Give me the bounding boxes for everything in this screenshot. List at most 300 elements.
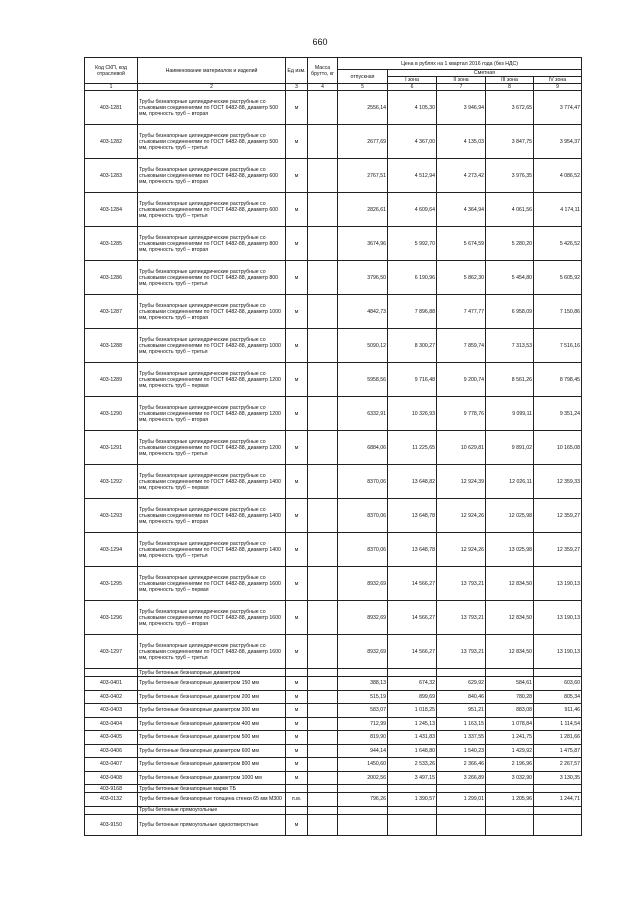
- row-name: Трубы безнапорные цилиндрические раструбные со стыковыми соединениями по ГОСТ 6482-88, диаметр 1400 мм, прочность труб – первая: [138, 465, 286, 499]
- row-zone-4-price: 13 190,13: [534, 567, 582, 601]
- row-zone-2-price: 1 299,01: [437, 793, 486, 807]
- row-unit: м: [286, 193, 308, 227]
- col-number: 3: [286, 84, 308, 91]
- row-mass: [308, 193, 338, 227]
- row-zone-3-price: [486, 669, 534, 677]
- row-mass: [308, 758, 338, 772]
- row-zone-4-price: 12 359,27: [534, 499, 582, 533]
- row-name: Трубы бетонные безнапорные диаметром 300 мм: [138, 704, 286, 718]
- row-release-price: 583,07: [338, 704, 388, 718]
- row-name: Трубы безнапорные цилиндрические раструбные со стыковыми соединениями по ГОСТ 6482-88, диаметр 1600 мм, прочность труб – третья: [138, 635, 286, 669]
- row-zone-4-price: 7 516,16: [534, 329, 582, 363]
- table-row: [85, 567, 582, 601]
- row-name: Трубы безнапорные цилиндрические раструбные со стыковыми соединениями по ГОСТ 6482-88, диаметр 1200 мм, прочность труб – первая: [138, 363, 286, 397]
- row-zone-1-price: 6 190,96: [388, 261, 437, 295]
- row-unit: м: [286, 704, 308, 718]
- row-zone-3-price: 3 976,35: [486, 159, 534, 193]
- header-zone-2: II зона: [437, 77, 486, 84]
- row-mass: [308, 499, 338, 533]
- header-name: Наименование материалов и изделий: [138, 58, 286, 84]
- table-row: [85, 785, 582, 793]
- row-zone-1-price: 9 716,48: [388, 363, 437, 397]
- row-release-price: [338, 785, 388, 793]
- row-release-price: 1450,60: [338, 758, 388, 772]
- row-name: Трубы бетонные безнапорные диаметром 600 мм: [138, 744, 286, 758]
- row-code: 403-1283: [85, 159, 138, 193]
- row-zone-2-price: 3 946,94: [437, 91, 486, 125]
- row-zone-3-price: 12 025,98: [486, 499, 534, 533]
- row-code: 403-1291: [85, 431, 138, 465]
- row-zone-2-price: [437, 669, 486, 677]
- row-zone-3-price: [486, 814, 534, 835]
- row-unit: м: [286, 717, 308, 731]
- row-code: [85, 669, 138, 677]
- row-zone-3-price: 9 891,02: [486, 431, 534, 465]
- row-zone-2-price: 10 629,81: [437, 431, 486, 465]
- row-zone-2-price: 3 266,89: [437, 771, 486, 785]
- row-unit: м: [286, 363, 308, 397]
- table-row: [85, 363, 582, 397]
- row-zone-3-price: 6 958,09: [486, 295, 534, 329]
- row-zone-1-price: 13 648,78: [388, 533, 437, 567]
- row-release-price: 8932,69: [338, 635, 388, 669]
- row-mass: [308, 465, 338, 499]
- row-unit: м: [286, 771, 308, 785]
- row-zone-2-price: 1 540,23: [437, 744, 486, 758]
- row-release-price: 515,19: [338, 690, 388, 704]
- row-mass: [308, 601, 338, 635]
- col-number: 4: [308, 84, 338, 91]
- row-release-price: 8370,06: [338, 465, 388, 499]
- row-release-price: 819,90: [338, 731, 388, 745]
- row-zone-4-price: 12 359,33: [534, 465, 582, 499]
- row-name: Трубы бетонные безнапорные диаметром 800 мм: [138, 758, 286, 772]
- header-code: Код СКП, код отраслевой: [85, 58, 138, 84]
- row-zone-1-price: 4 105,30: [388, 91, 437, 125]
- row-mass: [308, 785, 338, 793]
- row-name: Трубы безнапорные цилиндрические раструбные со стыковыми соединениями по ГОСТ 6482-88, диаметр 800 мм, прочность труб – вторая: [138, 227, 286, 261]
- row-mass: [308, 397, 338, 431]
- row-unit: м: [286, 814, 308, 835]
- row-zone-1-price: [388, 669, 437, 677]
- row-code: 403-0406: [85, 744, 138, 758]
- row-zone-4-price: 3 774,47: [534, 91, 582, 125]
- row-mass: [308, 363, 338, 397]
- row-unit: [286, 669, 308, 677]
- row-release-price: 6884,06: [338, 431, 388, 465]
- header-zone-1: I зона: [388, 77, 437, 84]
- header-zone-3: III зона: [486, 77, 534, 84]
- row-zone-1-price: 11 225,65: [388, 431, 437, 465]
- row-code: 403-0132: [85, 793, 138, 807]
- row-zone-2-price: 13 793,21: [437, 601, 486, 635]
- row-name: Трубы безнапорные цилиндрические раструбные со стыковыми соединениями по ГОСТ 6482-88, диаметр 500 мм, прочность труб – третья: [138, 125, 286, 159]
- row-name: Трубы безнапорные цилиндрические раструбные со стыковыми соединениями по ГОСТ 6482-88, диаметр 1200 мм, прочность труб – вторая: [138, 397, 286, 431]
- row-unit: м: [286, 690, 308, 704]
- row-mass: [308, 295, 338, 329]
- row-code: 403-1297: [85, 635, 138, 669]
- row-mass: [308, 227, 338, 261]
- row-release-price: 712,99: [338, 717, 388, 731]
- row-zone-2-price: 1 163,15: [437, 717, 486, 731]
- row-unit: м: [286, 431, 308, 465]
- row-release-price: 4842,73: [338, 295, 388, 329]
- col-number: 5: [338, 84, 388, 91]
- row-zone-1-price: 1 390,57: [388, 793, 437, 807]
- row-zone-3-price: 8 561,26: [486, 363, 534, 397]
- row-release-price: 8370,06: [338, 499, 388, 533]
- row-zone-4-price: 10 165,08: [534, 431, 582, 465]
- header-release: отпускная: [338, 70, 388, 84]
- row-code: 403-1294: [85, 533, 138, 567]
- col-number: 8: [486, 84, 534, 91]
- header-estimate: Сметная: [388, 70, 582, 77]
- row-release-price: [338, 806, 388, 814]
- table-row: [85, 806, 582, 814]
- row-zone-3-price: 4 061,56: [486, 193, 534, 227]
- row-release-price: 8370,06: [338, 533, 388, 567]
- row-mass: [308, 431, 338, 465]
- row-zone-4-price: 1 244,71: [534, 793, 582, 807]
- row-zone-4-price: [534, 669, 582, 677]
- row-code: 403-1286: [85, 261, 138, 295]
- row-zone-4-price: 13 190,13: [534, 601, 582, 635]
- row-zone-2-price: 7 477,77: [437, 295, 486, 329]
- row-zone-4-price: 3 130,35: [534, 771, 582, 785]
- row-zone-2-price: 12 924,26: [437, 499, 486, 533]
- row-zone-1-price: 2 533,26: [388, 758, 437, 772]
- row-zone-2-price: 5 674,59: [437, 227, 486, 261]
- table-row: [85, 431, 582, 465]
- row-zone-1-price: 4 367,00: [388, 125, 437, 159]
- row-zone-2-price: 12 924,39: [437, 465, 486, 499]
- row-zone-1-price: 1 245,13: [388, 717, 437, 731]
- header-unit: Ед изм.: [286, 58, 308, 84]
- row-unit: [286, 785, 308, 793]
- table-row: [85, 704, 582, 718]
- row-zone-1-price: 1 648,80: [388, 744, 437, 758]
- row-zone-3-price: 1 429,92: [486, 744, 534, 758]
- row-zone-2-price: [437, 806, 486, 814]
- row-zone-1-price: 1 431,83: [388, 731, 437, 745]
- col-number: 1: [85, 84, 138, 91]
- table-row: [85, 744, 582, 758]
- row-name: Трубы безнапорные цилиндрические раструбные со стыковыми соединениями по ГОСТ 6482-88, диаметр 600 мм, прочность труб – вторая: [138, 159, 286, 193]
- row-zone-1-price: 4 609,64: [388, 193, 437, 227]
- row-unit: м: [286, 125, 308, 159]
- table-row: [85, 125, 582, 159]
- row-unit: м: [286, 744, 308, 758]
- row-zone-4-price: 1 281,66: [534, 731, 582, 745]
- row-zone-4-price: [534, 814, 582, 835]
- row-zone-2-price: 4 364,94: [437, 193, 486, 227]
- row-release-price: 2002,56: [338, 771, 388, 785]
- row-zone-3-price: 2 196,96: [486, 758, 534, 772]
- row-release-price: 3796,50: [338, 261, 388, 295]
- row-release-price: 2677,69: [338, 125, 388, 159]
- row-name: Трубы бетонные безнапорные диаметром 1000 мм: [138, 771, 286, 785]
- row-zone-4-price: 911,46: [534, 704, 582, 718]
- row-code: 403-1285: [85, 227, 138, 261]
- table-row: [85, 635, 582, 669]
- row-unit: м: [286, 567, 308, 601]
- row-mass: [308, 261, 338, 295]
- row-name: Трубы бетонные безнапорные диаметром 500 мм: [138, 731, 286, 745]
- row-mass: [308, 533, 338, 567]
- row-unit: м: [286, 465, 308, 499]
- row-mass: [308, 744, 338, 758]
- row-code: 403-9150: [85, 814, 138, 835]
- row-unit: м: [286, 499, 308, 533]
- row-zone-4-price: 5 605,92: [534, 261, 582, 295]
- row-mass: [308, 635, 338, 669]
- row-mass: [308, 91, 338, 125]
- row-name: Трубы безнапорные цилиндрические раструбные со стыковыми соединениями по ГОСТ 6482-88, диаметр 1400 мм, прочность труб – вторая: [138, 499, 286, 533]
- row-name: Трубы безнапорные цилиндрические раструбные со стыковыми соединениями по ГОСТ 6482-88, диаметр 1600 мм, прочность труб – первая: [138, 567, 286, 601]
- row-zone-1-price: 13 648,78: [388, 499, 437, 533]
- price-table: [84, 57, 582, 836]
- column-number-row: [85, 84, 582, 91]
- row-zone-4-price: 805,34: [534, 690, 582, 704]
- row-zone-4-price: [534, 785, 582, 793]
- row-name: Трубы безнапорные цилиндрические раструбные со стыковыми соединениями по ГОСТ 6482-88, диаметр 1200 мм, прочность труб – третья: [138, 431, 286, 465]
- row-code: 403-1282: [85, 125, 138, 159]
- row-zone-4-price: [534, 806, 582, 814]
- row-unit: м: [286, 329, 308, 363]
- row-release-price: 8932,69: [338, 567, 388, 601]
- row-zone-2-price: 4 273,42: [437, 159, 486, 193]
- row-unit: м: [286, 731, 308, 745]
- row-mass: [308, 731, 338, 745]
- row-unit: м: [286, 91, 308, 125]
- row-zone-1-price: 3 497,15: [388, 771, 437, 785]
- row-mass: [308, 329, 338, 363]
- row-zone-4-price: 1 114,54: [534, 717, 582, 731]
- row-release-price: 3674,96: [338, 227, 388, 261]
- row-zone-2-price: 5 862,30: [437, 261, 486, 295]
- row-zone-2-price: 840,46: [437, 690, 486, 704]
- row-zone-3-price: 5 280,20: [486, 227, 534, 261]
- row-mass: [308, 677, 338, 691]
- table-row: [85, 717, 582, 731]
- table-row: [85, 397, 582, 431]
- row-zone-3-price: 12 834,50: [486, 567, 534, 601]
- row-zone-1-price: 10 326,93: [388, 397, 437, 431]
- col-number: 2: [138, 84, 286, 91]
- row-zone-4-price: 8 798,45: [534, 363, 582, 397]
- row-zone-4-price: 4 174,11: [534, 193, 582, 227]
- col-number: 9: [534, 84, 582, 91]
- table-row: [85, 465, 582, 499]
- table-row: [85, 159, 582, 193]
- table-row: [85, 690, 582, 704]
- table-row: [85, 499, 582, 533]
- header-price-group: Цена в рублях на 1 квартал 2016 года (без НДС): [338, 58, 582, 70]
- row-zone-4-price: 1 475,87: [534, 744, 582, 758]
- row-mass: [308, 704, 338, 718]
- col-number: 7: [437, 84, 486, 91]
- row-release-price: 8932,69: [338, 601, 388, 635]
- table-row: [85, 731, 582, 745]
- row-name: Трубы бетонные безнапорные диаметром 200 мм: [138, 690, 286, 704]
- row-code: 403-1289: [85, 363, 138, 397]
- row-name: Трубы бетонные безнапорные диаметром 150 мм: [138, 677, 286, 691]
- row-zone-2-price: 1 337,55: [437, 731, 486, 745]
- row-code: 403-0403: [85, 704, 138, 718]
- row-zone-1-price: [388, 806, 437, 814]
- row-zone-3-price: 12 834,50: [486, 635, 534, 669]
- row-zone-3-price: 7 313,53: [486, 329, 534, 363]
- table-row: [85, 329, 582, 363]
- row-mass: [308, 771, 338, 785]
- row-unit: м: [286, 261, 308, 295]
- row-mass: [308, 793, 338, 807]
- row-unit: м: [286, 533, 308, 567]
- row-zone-4-price: 603,60: [534, 677, 582, 691]
- row-code: 403-1293: [85, 499, 138, 533]
- row-zone-1-price: [388, 814, 437, 835]
- row-zone-2-price: 9 200,74: [437, 363, 486, 397]
- row-zone-3-price: [486, 785, 534, 793]
- table-row: [85, 193, 582, 227]
- row-zone-1-price: 8 300,27: [388, 329, 437, 363]
- row-zone-2-price: 13 793,21: [437, 567, 486, 601]
- row-name: Трубы бетонные прямоугольные одноотверстные: [138, 814, 286, 835]
- row-release-price: 2826,61: [338, 193, 388, 227]
- row-zone-2-price: 9 778,76: [437, 397, 486, 431]
- row-name: Трубы безнапорные цилиндрические раструбные со стыковыми соединениями по ГОСТ 6482-88, диаметр 600 мм, прочность труб – третья: [138, 193, 286, 227]
- row-zone-3-price: 780,28: [486, 690, 534, 704]
- row-code: 403-0408: [85, 771, 138, 785]
- table-row: [85, 758, 582, 772]
- row-zone-1-price: 14 566,27: [388, 567, 437, 601]
- row-release-price: 944,14: [338, 744, 388, 758]
- row-code: 403-0401: [85, 677, 138, 691]
- table-row: [85, 91, 582, 125]
- row-mass: [308, 159, 338, 193]
- row-zone-2-price: [437, 785, 486, 793]
- row-zone-3-price: 3 032,90: [486, 771, 534, 785]
- row-code: 403-1290: [85, 397, 138, 431]
- row-code: 403-1296: [85, 601, 138, 635]
- page-number: 660: [312, 37, 328, 47]
- row-code: 403-1295: [85, 567, 138, 601]
- row-zone-2-price: 12 924,26: [437, 533, 486, 567]
- row-zone-2-price: 951,21: [437, 704, 486, 718]
- row-name: Трубы бетонные безнапорные диаметром: [138, 669, 286, 677]
- table-row: [85, 814, 582, 835]
- row-code: 403-0407: [85, 758, 138, 772]
- row-mass: [308, 669, 338, 677]
- table-row: [85, 227, 582, 261]
- row-release-price: 2767,51: [338, 159, 388, 193]
- row-mass: [308, 690, 338, 704]
- row-release-price: 388,13: [338, 677, 388, 691]
- row-mass: [308, 125, 338, 159]
- row-zone-1-price: 13 648,82: [388, 465, 437, 499]
- row-name: Трубы безнапорные цилиндрические раструбные со стыковыми соединениями по ГОСТ 6482-88, диаметр 1400 мм, прочность труб – третья: [138, 533, 286, 567]
- row-release-price: [338, 814, 388, 835]
- row-release-price: [338, 669, 388, 677]
- row-release-price: 796,26: [338, 793, 388, 807]
- row-name: Трубы безнапорные цилиндрические раструбные со стыковыми соединениями по ГОСТ 6482-88, диаметр 1000 мм, прочность труб – третья: [138, 329, 286, 363]
- row-name: Трубы безнапорные цилиндрические раструбные со стыковыми соединениями по ГОСТ 6482-88, диаметр 800 мм, прочность труб – третья: [138, 261, 286, 295]
- table-row: [85, 295, 582, 329]
- row-zone-1-price: 14 566,27: [388, 601, 437, 635]
- row-zone-2-price: 7 859,74: [437, 329, 486, 363]
- row-zone-3-price: 9 099,11: [486, 397, 534, 431]
- row-code: 403-1292: [85, 465, 138, 499]
- row-name: Трубы безнапорные цилиндрические раструбные со стыковыми соединениями по ГОСТ 6482-88, диаметр 1000 мм, прочность труб – вторая: [138, 295, 286, 329]
- row-release-price: 5958,56: [338, 363, 388, 397]
- row-zone-3-price: 5 454,80: [486, 261, 534, 295]
- row-code: 403-9168: [85, 785, 138, 793]
- row-release-price: 5090,12: [338, 329, 388, 363]
- row-zone-3-price: 12 026,11: [486, 465, 534, 499]
- row-zone-3-price: 883,08: [486, 704, 534, 718]
- row-zone-1-price: 899,69: [388, 690, 437, 704]
- row-code: [85, 806, 138, 814]
- row-code: 403-0402: [85, 690, 138, 704]
- row-zone-4-price: 13 190,13: [534, 635, 582, 669]
- row-code: 403-1281: [85, 91, 138, 125]
- row-zone-2-price: [437, 814, 486, 835]
- row-code: 403-1287: [85, 295, 138, 329]
- row-name: Трубы безнапорные цилиндрические раструбные со стыковыми соединениями по ГОСТ 6482-88, диаметр 500 мм, прочность труб – вторая: [138, 91, 286, 125]
- row-zone-3-price: 1 205,96: [486, 793, 534, 807]
- row-zone-2-price: 2 366,46: [437, 758, 486, 772]
- row-zone-4-price: 2 267,57: [534, 758, 582, 772]
- table-row: [85, 533, 582, 567]
- row-zone-3-price: 3 672,65: [486, 91, 534, 125]
- row-unit: [286, 806, 308, 814]
- row-unit: м: [286, 159, 308, 193]
- header-zone-4: IV зона: [534, 77, 582, 84]
- header-mass: Масса брутто, кг: [308, 58, 338, 84]
- table-row: [85, 601, 582, 635]
- row-zone-1-price: 14 566,27: [388, 635, 437, 669]
- row-unit: м: [286, 227, 308, 261]
- col-number: 6: [388, 84, 437, 91]
- row-unit: м: [286, 758, 308, 772]
- row-name: Трубы бетонные безнапорные диаметром 400 мм: [138, 717, 286, 731]
- row-zone-1-price: 7 896,88: [388, 295, 437, 329]
- row-zone-2-price: 13 793,21: [437, 635, 486, 669]
- row-zone-2-price: 629,92: [437, 677, 486, 691]
- row-mass: [308, 814, 338, 835]
- row-zone-2-price: 4 135,03: [437, 125, 486, 159]
- row-zone-4-price: 3 954,37: [534, 125, 582, 159]
- row-code: 403-0405: [85, 731, 138, 745]
- row-unit: м: [286, 295, 308, 329]
- row-zone-1-price: 1 018,25: [388, 704, 437, 718]
- row-name: Трубы бетонные безнапорные марки ТБ: [138, 785, 286, 793]
- row-zone-3-price: [486, 806, 534, 814]
- row-name: Трубы бетонные прямоугольные: [138, 806, 286, 814]
- row-unit: м: [286, 635, 308, 669]
- row-mass: [308, 567, 338, 601]
- row-release-price: 6332,91: [338, 397, 388, 431]
- table-row: [85, 261, 582, 295]
- table-row: [85, 771, 582, 785]
- row-zone-3-price: 1 241,75: [486, 731, 534, 745]
- row-code: 403-1288: [85, 329, 138, 363]
- row-release-price: 2556,14: [338, 91, 388, 125]
- row-mass: [308, 717, 338, 731]
- row-zone-4-price: 12 359,27: [534, 533, 582, 567]
- row-zone-3-price: 584,61: [486, 677, 534, 691]
- row-unit: п.м.: [286, 793, 308, 807]
